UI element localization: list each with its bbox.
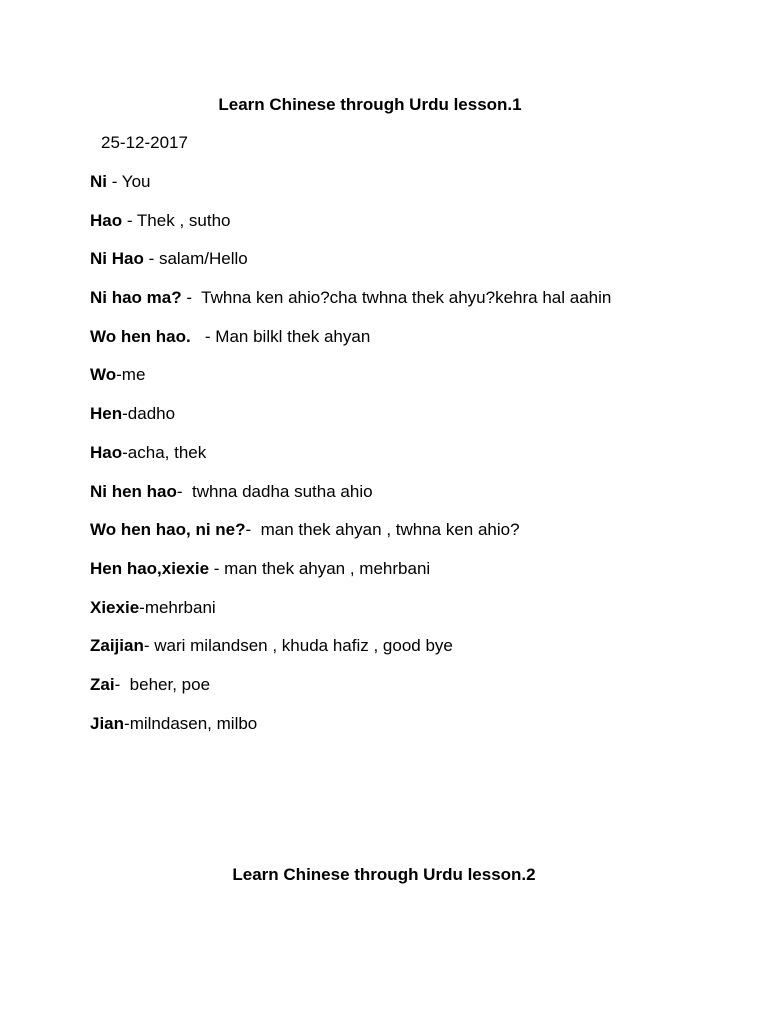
translation: - Man bilkl thek ahyan: [190, 326, 371, 346]
translation: -mehrbani: [139, 597, 216, 617]
chinese-term: Jian: [90, 713, 125, 733]
chinese-term: Wo hen hao.: [90, 326, 191, 346]
translation: - man thek ahyan , twhna ken ahio?: [245, 520, 520, 540]
lesson-2-title: Learn Chinese through Urdu lesson.2: [232, 865, 536, 884]
translation: - wari milandsen , khuda hafiz , good bye: [143, 636, 453, 656]
chinese-term: Zaijian: [90, 636, 144, 656]
translation: - salam/Hello: [143, 249, 248, 269]
translation: - beher, poe: [114, 674, 211, 694]
chinese-term: Zai: [90, 674, 115, 694]
chinese-term: Ni: [90, 172, 107, 191]
vocab-entry: [90, 327, 750, 366]
vocab-entry: [90, 714, 750, 753]
vocab-entry: [90, 520, 750, 559]
vocab-entry: [90, 675, 750, 714]
vocab-entry: [90, 249, 750, 288]
vocab-entry: [90, 288, 750, 327]
lesson-1-date: 25-12-2017: [101, 133, 188, 152]
vocab-entry: [90, 443, 750, 482]
translation: - twhna dadha sutha ahio: [176, 481, 373, 501]
translation: - Thek , sutho: [122, 210, 231, 230]
chinese-term: Ni Hao: [90, 249, 144, 269]
translation: -milndasen, milbo: [124, 713, 258, 733]
translation: - You: [107, 172, 151, 191]
vocab-entry: [90, 636, 750, 675]
chinese-term: Wo hen hao, ni ne?: [90, 520, 246, 540]
translation: -dadho: [122, 404, 176, 424]
vocab-entry: [90, 172, 750, 211]
vocabulary-list: [90, 172, 750, 752]
translation: - Twhna ken ahio?cha twhna thek ahyu?kehra hal aahin: [181, 288, 612, 308]
chinese-term: Ni hen hao: [90, 481, 177, 501]
vocab-entry: [90, 211, 750, 250]
chinese-term: Hen hao,xiexie: [90, 558, 210, 578]
translation: -me: [116, 365, 146, 385]
chinese-term: Hao: [90, 442, 123, 462]
vocab-entry: [90, 559, 750, 598]
vocab-entry: [90, 404, 750, 443]
translation: - man thek ahyan , mehrbani: [209, 558, 431, 578]
vocab-entry: [90, 365, 750, 404]
chinese-term: Hen: [90, 404, 123, 424]
vocab-entry: [90, 482, 750, 521]
chinese-term: Wo: [90, 365, 117, 385]
chinese-term: Ni hao ma?: [90, 288, 182, 308]
lesson-1-title: Learn Chinese through Urdu lesson.1: [218, 95, 522, 114]
chinese-term: Hao: [90, 210, 123, 230]
vocab-entry: [90, 598, 750, 637]
translation: -acha, thek: [122, 442, 207, 462]
chinese-term: Xiexie: [90, 597, 140, 617]
